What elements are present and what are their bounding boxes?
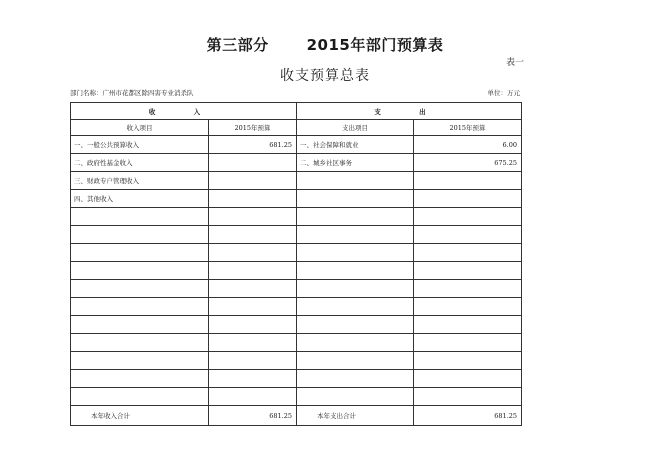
income-item-header: 收入项目	[71, 120, 209, 136]
total-row	[71, 406, 522, 426]
income-item-cell	[71, 352, 209, 370]
income-total-value: 681.25	[209, 406, 297, 426]
table-row	[71, 388, 522, 406]
expense-item-cell	[297, 298, 414, 316]
income-budget-cell	[209, 190, 297, 208]
expense-budget-cell	[414, 298, 522, 316]
table-row	[71, 370, 522, 388]
table-row	[71, 334, 522, 352]
expense-budget-cell	[414, 226, 522, 244]
income-item-cell: 三、财政专户管理收入	[71, 172, 209, 190]
expense-total-label: 本年支出合计	[297, 406, 414, 426]
expense-item-cell	[297, 244, 414, 262]
income-item-cell	[71, 262, 209, 280]
document-heading	[0, 34, 650, 55]
expense-budget-cell	[414, 334, 522, 352]
income-budget-cell	[209, 334, 297, 352]
expense-budget-cell	[414, 370, 522, 388]
income-budget-cell	[209, 316, 297, 334]
income-item-cell	[71, 244, 209, 262]
expense-budget-cell	[414, 190, 522, 208]
expense-item-cell	[297, 190, 414, 208]
table-row	[71, 136, 522, 154]
table-row	[71, 208, 522, 226]
expense-item-cell	[297, 352, 414, 370]
income-budget-cell	[209, 352, 297, 370]
income-item-cell: 二、政府性基金收入	[71, 154, 209, 172]
part-label: 第三部分	[206, 36, 269, 54]
income-budget-cell	[209, 208, 297, 226]
expense-budget-cell	[414, 262, 522, 280]
expense-item-header: 支出项目	[297, 120, 414, 136]
income-item-cell	[71, 334, 209, 352]
expense-item-cell	[297, 262, 414, 280]
table-row	[71, 298, 522, 316]
expense-budget-cell	[414, 172, 522, 190]
income-budget-cell	[209, 244, 297, 262]
table-row	[71, 352, 522, 370]
expense-total-value: 681.25	[414, 406, 522, 426]
income-budget-cell	[209, 226, 297, 244]
expense-item-cell	[297, 172, 414, 190]
income-budget-cell	[209, 262, 297, 280]
income-item-cell	[71, 388, 209, 406]
expense-item-cell	[297, 208, 414, 226]
income-item-cell: 一、一般公共预算收入	[71, 136, 209, 154]
section-header-row	[71, 103, 522, 120]
expense-budget-cell: 6.00	[414, 136, 522, 154]
table-row	[71, 262, 522, 280]
income-budget-cell: 681.25	[209, 136, 297, 154]
income-total-label: 本年收入合计	[71, 406, 209, 426]
table-row	[71, 172, 522, 190]
income-budget-cell	[209, 172, 297, 190]
expense-budget-cell	[414, 316, 522, 334]
table-number: 表一	[506, 58, 525, 68]
meta-row	[70, 88, 520, 100]
income-budget-cell	[209, 154, 297, 172]
expense-budget-cell	[414, 280, 522, 298]
expense-budget-cell	[414, 352, 522, 370]
income-section-header: 收 入	[71, 103, 297, 120]
table-row	[71, 190, 522, 208]
table-row	[71, 226, 522, 244]
table-row	[71, 316, 522, 334]
expense-budget-cell	[414, 244, 522, 262]
table-row	[71, 280, 522, 298]
income-item-cell	[71, 226, 209, 244]
expense-item-cell: 二、城乡社区事务	[297, 154, 414, 172]
income-budget-cell	[209, 388, 297, 406]
unit-label: 单位：万元	[487, 89, 520, 97]
income-budget-cell	[209, 298, 297, 316]
document-title: 2015年部门预算表	[306, 36, 444, 54]
budget-summary-table	[70, 102, 522, 426]
expense-section-header: 支 出	[297, 103, 522, 120]
table-row	[71, 154, 522, 172]
income-item-cell	[71, 208, 209, 226]
expense-budget-cell: 675.25	[414, 154, 522, 172]
income-item-cell: 四、其他收入	[71, 190, 209, 208]
income-item-cell	[71, 298, 209, 316]
expense-item-cell	[297, 280, 414, 298]
income-budget-header: 2015年预算	[209, 120, 297, 136]
table-row	[71, 244, 522, 262]
income-budget-cell	[209, 280, 297, 298]
expense-item-cell	[297, 388, 414, 406]
expense-budget-cell	[414, 208, 522, 226]
income-item-cell	[71, 316, 209, 334]
income-budget-cell	[209, 370, 297, 388]
department-name: 部门名称：广州市花都区除四害专业消杀队	[70, 89, 194, 97]
income-item-cell	[71, 280, 209, 298]
expense-item-cell	[297, 226, 414, 244]
expense-budget-header: 2015年预算	[414, 120, 522, 136]
expense-budget-cell	[414, 388, 522, 406]
income-item-cell	[71, 370, 209, 388]
column-header-row	[71, 120, 522, 136]
expense-item-cell	[297, 334, 414, 352]
expense-item-cell	[297, 370, 414, 388]
table-title: 收支预算总表	[280, 68, 370, 84]
expense-item-cell	[297, 316, 414, 334]
expense-item-cell: 一、社会保障和就业	[297, 136, 414, 154]
